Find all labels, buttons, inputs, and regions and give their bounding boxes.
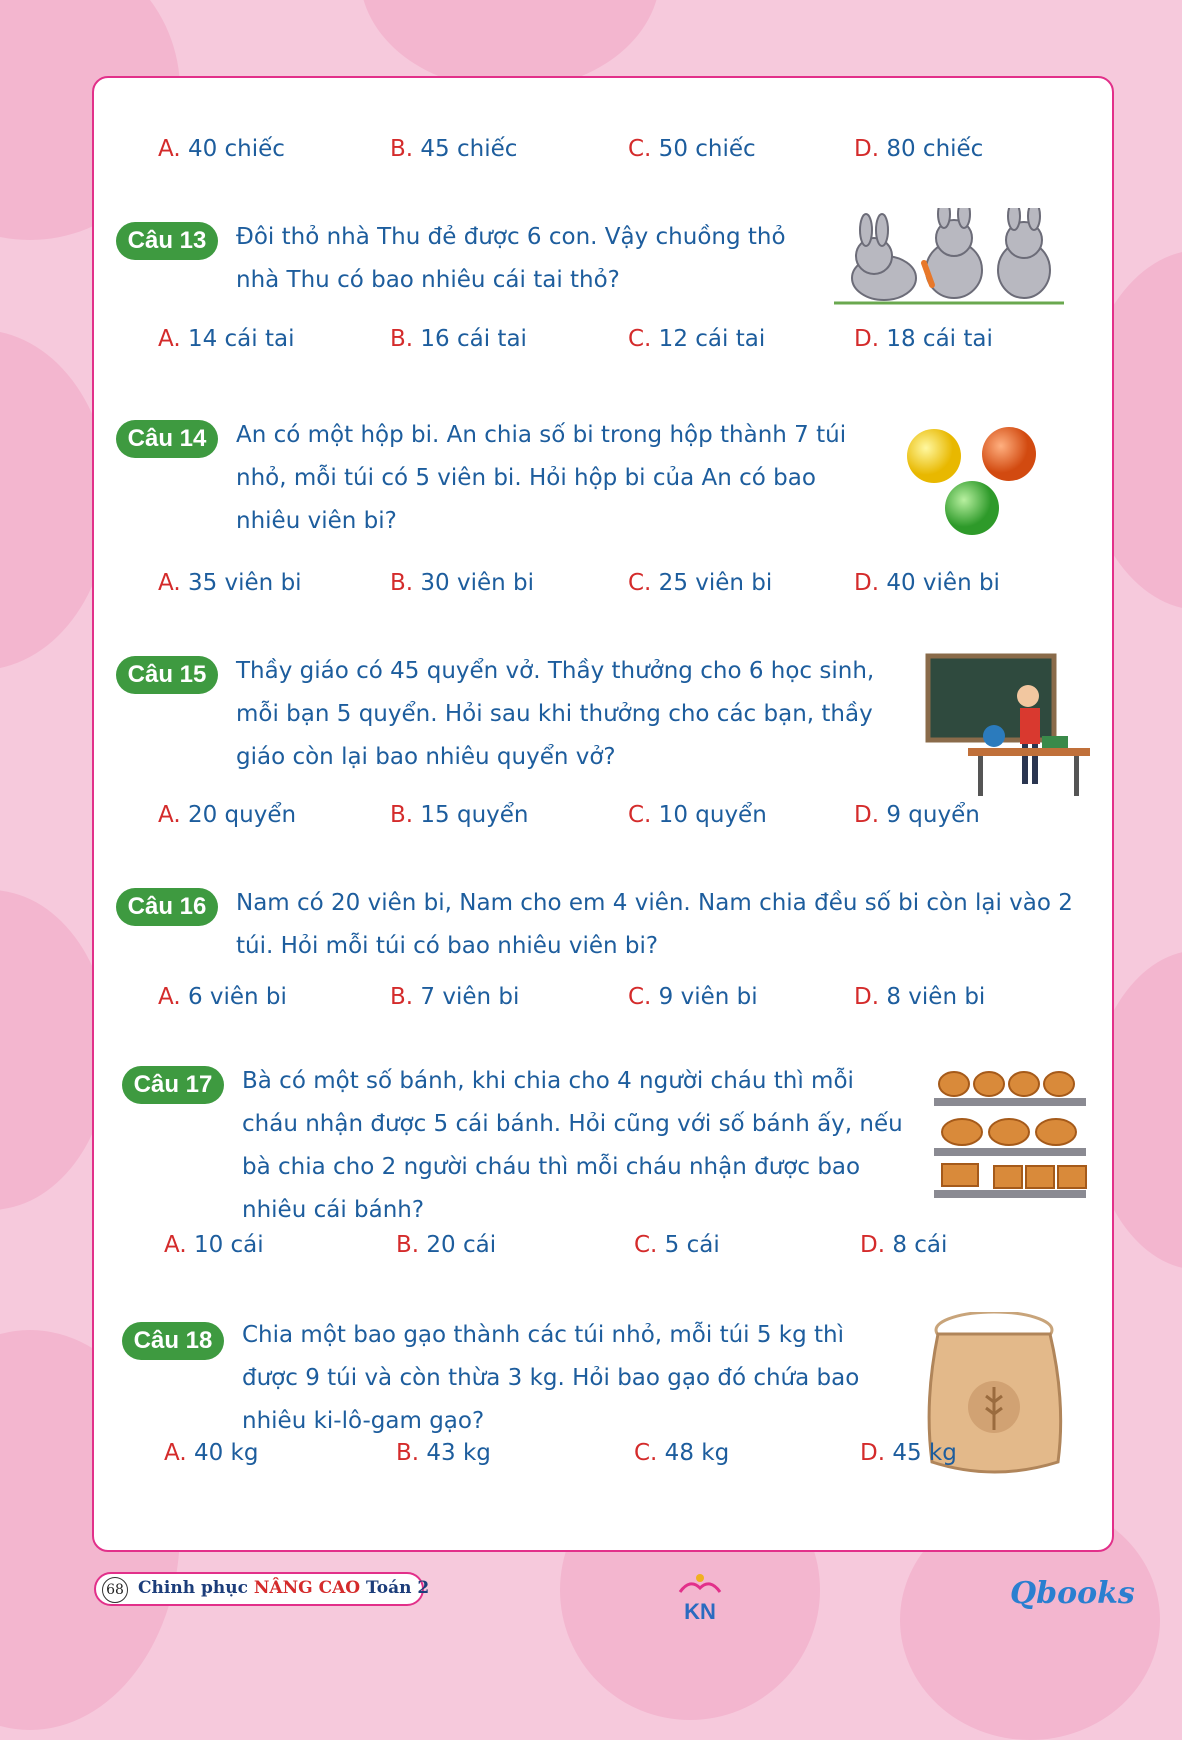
publisher-logo-qbooks: Qbooks (1010, 1576, 1135, 1611)
bakery-shelf-illustration (934, 1064, 1094, 1214)
question-line: nhà Thu có bao nhiêu cái tai thỏ? (236, 267, 620, 293)
rabbits-illustration (834, 208, 1074, 308)
teacher-illustration (924, 652, 1094, 802)
question-line: Nam có 20 viên bi, Nam cho em 4 viên. Nam chia đều số bi còn lại vào 2 (236, 890, 1073, 916)
answer-b[interactable]: B. 15 quyển (390, 802, 529, 828)
book-icon (676, 1572, 724, 1596)
answer-c[interactable]: C. 48 kg (634, 1440, 730, 1466)
question-line: Chia một bao gạo thành các túi nhỏ, mỗi túi 5 kg thì (242, 1322, 845, 1348)
content-card (92, 76, 1114, 1552)
answer-a[interactable]: A. 20 quyển (158, 802, 297, 828)
answer-row-15 (94, 802, 1112, 836)
question-line: nhiêu ki-lô-gam gạo? (242, 1408, 485, 1434)
question-18-text (242, 1314, 984, 1443)
answer-d[interactable]: D. 9 quyển (854, 802, 980, 828)
answer-row-17 (94, 1232, 1112, 1266)
question-line: Bà có một số bánh, khi chia cho 4 người cháu thì mỗi (242, 1068, 854, 1094)
answer-a[interactable]: A. 40 kg (164, 1440, 259, 1466)
page-number: 68 (102, 1577, 128, 1603)
answer-b[interactable]: B. 43 kg (396, 1440, 491, 1466)
answer-row-16 (94, 984, 1112, 1018)
answer-c[interactable]: C. 5 cái (634, 1232, 720, 1258)
answer-b[interactable]: B. 7 viên bi (390, 984, 520, 1010)
book-title: Chinh phục NÂNG CAO Toán 2 (138, 1578, 430, 1598)
answer-d[interactable]: D. 80 chiếc (854, 136, 984, 162)
question-line: giáo còn lại bao nhiêu quyển vở? (236, 744, 616, 770)
publisher-logo-kn: KN (676, 1572, 724, 1622)
question-line: cháu nhận được 5 cái bánh. Hỏi cũng với số bánh ấy, nếu (242, 1111, 903, 1137)
answer-c[interactable]: C. 12 cái tai (628, 326, 766, 352)
answer-a[interactable]: A. 10 cái (164, 1232, 264, 1258)
answer-row-14 (94, 570, 1112, 604)
question-16-text (236, 882, 1096, 968)
question-line: mỗi bạn 5 quyển. Hỏi sau khi thưởng cho các bạn, thầy (236, 701, 873, 727)
question-line: Đôi thỏ nhà Thu đẻ được 6 con. Vậy chuồng thỏ (236, 224, 786, 250)
question-15-text (236, 650, 992, 779)
answer-b[interactable]: B. 20 cái (396, 1232, 497, 1258)
question-16-badge: Câu 16 (116, 888, 218, 926)
answer-d[interactable]: D. 18 cái tai (854, 326, 993, 352)
answer-c[interactable]: C. 9 viên bi (628, 984, 758, 1010)
question-line: túi. Hỏi mỗi túi có bao nhiêu viên bi? (236, 933, 659, 959)
answer-c[interactable]: C. 50 chiếc (628, 136, 756, 162)
answer-a[interactable]: A. 35 viên bi (158, 570, 302, 596)
answer-a[interactable]: A. 40 chiếc (158, 136, 285, 162)
answer-row-18 (94, 1440, 1112, 1474)
answer-b[interactable]: B. 30 viên bi (390, 570, 535, 596)
question-line: được 9 túi và còn thừa 3 kg. Hỏi bao gạo đó chứa bao (242, 1365, 860, 1391)
question-14-badge: Câu 14 (116, 420, 218, 458)
question-line: nhỏ, mỗi túi có 5 viên bi. Hỏi hộp bi của An có bao (236, 465, 816, 491)
question-15-badge: Câu 15 (116, 656, 218, 694)
answer-d[interactable]: D. 45 kg (860, 1440, 957, 1466)
question-line: nhiêu cái bánh? (242, 1197, 425, 1223)
question-line: An có một hộp bi. An chia số bi trong hộp thành 7 túi (236, 422, 847, 448)
answer-d[interactable]: D. 40 viên bi (854, 570, 1000, 596)
answer-a[interactable]: A. 6 viên bi (158, 984, 287, 1010)
question-line: bà chia cho 2 người cháu thì mỗi cháu nhận được bao (242, 1154, 861, 1180)
answer-b[interactable]: B. 45 chiếc (390, 136, 518, 162)
answer-b[interactable]: B. 16 cái tai (390, 326, 527, 352)
question-17-text (242, 1060, 988, 1232)
answer-d[interactable]: D. 8 cái (860, 1232, 948, 1258)
answer-a[interactable]: A. 14 cái tai (158, 326, 295, 352)
marbles-illustration (904, 426, 1044, 536)
answer-row-13 (94, 326, 1112, 360)
question-13-text (236, 216, 926, 302)
question-13-badge: Câu 13 (116, 222, 218, 260)
answer-d[interactable]: D. 8 viên bi (854, 984, 986, 1010)
question-line: nhiêu viên bi? (236, 508, 397, 534)
answer-c[interactable]: C. 25 viên bi (628, 570, 773, 596)
answer-c[interactable]: C. 10 quyển (628, 802, 767, 828)
question-18-badge: Câu 18 (122, 1322, 224, 1360)
question-14-text (236, 414, 954, 543)
question-17-badge: Câu 17 (122, 1066, 224, 1104)
answer-row-prev (94, 136, 1112, 170)
question-line: Thầy giáo có 45 quyển vở. Thầy thưởng cho 6 học sinh, (236, 658, 875, 684)
footer-book-title (94, 1572, 430, 1606)
